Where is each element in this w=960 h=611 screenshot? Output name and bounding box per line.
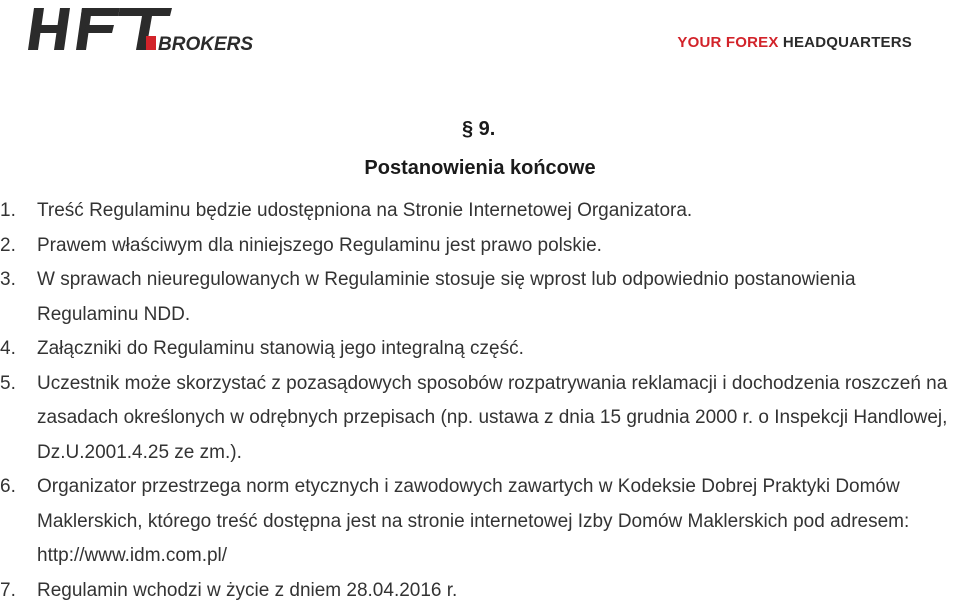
list-item (0, 574, 960, 609)
svg-text:BROKERS: BROKERS (158, 34, 254, 55)
item-number: 2. (0, 234, 16, 256)
list-item (0, 194, 960, 229)
item-number: 6. (0, 476, 16, 497)
item-text: Załączniki do Regulaminu stanowią jego integralną część. (37, 338, 524, 359)
item-number: 4. (0, 338, 16, 359)
item-text: Regulamin wchodzi w życie z dniem 28.04.2016 r. (37, 579, 458, 601)
section-number: § 9. (462, 118, 496, 140)
tagline-red-part: YOUR FOREX (677, 34, 783, 51)
item-text: Prawem właściwym dla niniejszego Regulaminu jest prawo polskie. (37, 234, 602, 256)
item-text: Treść Regulaminu będzie udostępniona na Stronie Internetowej Organizatora. (37, 200, 693, 221)
item-number: 7. (0, 579, 16, 601)
item-text: W sprawach nieuregulowanych w Regulaminie stosuje się wprost lub odpowiednio postanowienia Regulaminu NDD. (37, 269, 856, 325)
item-number: 5. (0, 372, 16, 394)
list-item (0, 367, 960, 471)
item-text: Uczestnik może skorzystać z pozasądowych sposobów rozpatrywania reklamacji i dochodzenia roszczeń na zasadach określonych w odrębnych przepisach (np. ustawa z dnia 15 grudnia 2000 r. o Inspekcji Handlowej, Dz.U.2001.4.25 ze zm.). (37, 372, 948, 463)
item-number: 1. (0, 200, 16, 221)
list-item (0, 263, 960, 332)
hft-brokers-logo (24, 4, 264, 56)
list-item (0, 470, 960, 574)
provisions-list (0, 194, 960, 608)
list-item (0, 332, 960, 367)
page-header (0, 0, 960, 60)
header-tagline (677, 34, 912, 51)
item-text: Organizator przestrzega norm etycznych i zawodowych zawartych w Kodeksie Dobrej Praktyki Domów Maklerskich, którego treść dostępna jest na stronie internetowej Izby Domów Maklerskich pod adresem: http://www.idm.com.pl/ (37, 476, 910, 566)
tagline-dark-part: HEADQUARTERS (782, 34, 912, 51)
section-title: Postanowienia końcowe (364, 157, 596, 179)
list-item (0, 229, 960, 264)
item-number: 3. (0, 269, 16, 290)
